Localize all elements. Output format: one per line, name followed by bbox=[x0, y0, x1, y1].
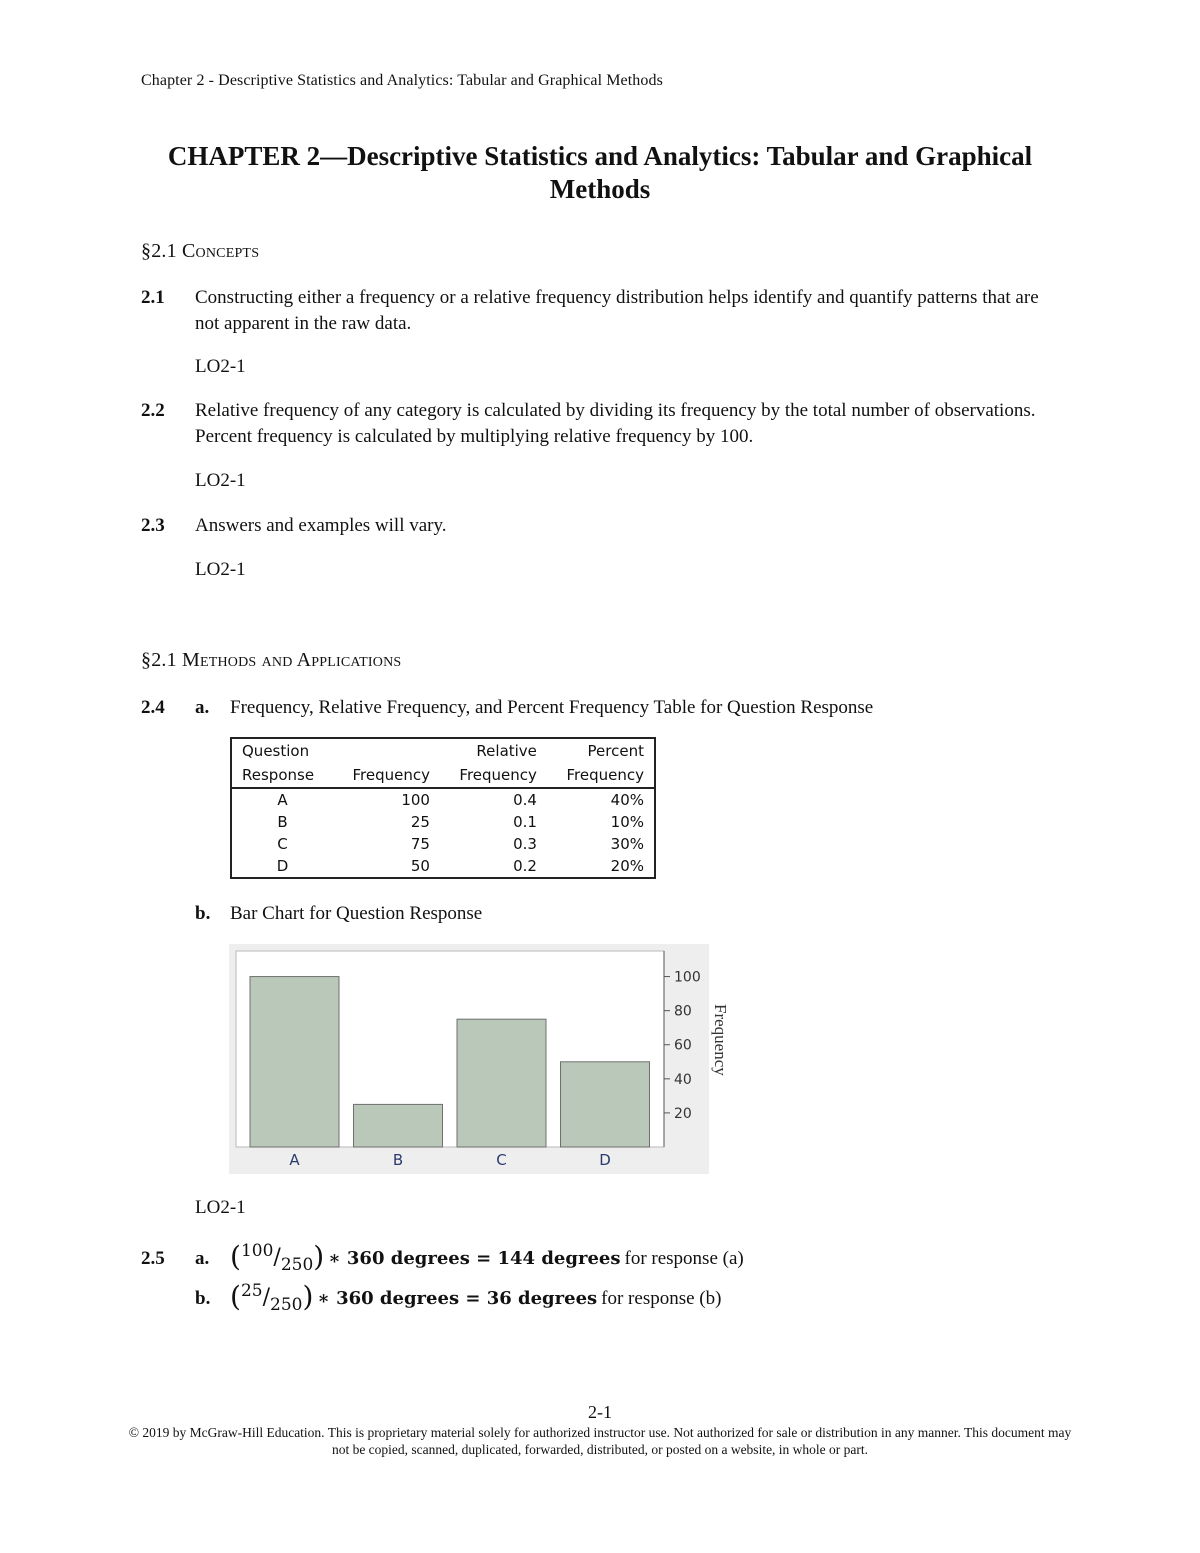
question-number-2-3: 2.3 bbox=[141, 515, 165, 536]
fraction-numerator: 100 bbox=[240, 1241, 274, 1261]
learning-objective-2-4: LO2-1 bbox=[195, 1197, 246, 1218]
frequency-table bbox=[230, 737, 656, 879]
bar-chart-container bbox=[229, 944, 730, 1174]
table-cell: 0.2 bbox=[513, 857, 537, 875]
table-cell: 0.4 bbox=[513, 791, 537, 809]
table-cell: 50 bbox=[410, 857, 430, 875]
learning-objective-2-2: LO2-1 bbox=[195, 470, 246, 491]
response-suffix: for response (a) bbox=[624, 1248, 744, 1269]
table-cell: 75 bbox=[410, 835, 430, 853]
open-paren: ( bbox=[230, 1280, 241, 1313]
column-header bbox=[333, 738, 440, 763]
table-cell: 40% bbox=[610, 791, 644, 809]
table-cell: 0.1 bbox=[513, 813, 537, 831]
fraction-numerator: 25 bbox=[240, 1281, 263, 1301]
column-header: Response bbox=[231, 763, 333, 788]
question-number-2-5: 2.5 bbox=[141, 1248, 165, 1269]
table-cell: C bbox=[277, 835, 288, 853]
answer-2-3: Answers and examples will vary. bbox=[195, 515, 447, 536]
close-paren: ) bbox=[302, 1280, 314, 1313]
table-cell: 0.3 bbox=[513, 835, 537, 853]
chapter-title: CHAPTER 2—Descriptive Statistics and Analytics: Tabular and Graphical Methods bbox=[167, 141, 1033, 204]
methods-heading: §2.1 Methods and Applications bbox=[141, 649, 402, 671]
running-header: Chapter 2 - Descriptive Statistics and Analytics: Tabular and Graphical Methods bbox=[141, 72, 663, 89]
table-row bbox=[231, 788, 655, 811]
close-paren: ) bbox=[313, 1240, 325, 1273]
answer-2-5-b bbox=[195, 1278, 722, 1315]
answer-2-2: Relative frequency of any category is calculated by dividing its frequency by the total number of observations. Percent frequency is calculated by multiplying relative frequency by 100. bbox=[195, 400, 1036, 447]
part-a-label: a. bbox=[195, 697, 210, 718]
fraction-slash: / bbox=[262, 1285, 270, 1310]
degree-expression: ∗ 360 degrees = 144 degrees bbox=[328, 1248, 621, 1269]
column-header: Percent bbox=[587, 742, 644, 760]
part-a-text: Frequency, Relative Frequency, and Percent Frequency Table for Question Response bbox=[230, 697, 874, 718]
table-header-row bbox=[231, 738, 655, 763]
concepts-heading: §2.1 Concepts bbox=[141, 240, 260, 262]
x-tick-label: C bbox=[496, 1151, 507, 1169]
table-cell: B bbox=[277, 813, 288, 831]
table-cell: 20% bbox=[610, 857, 644, 875]
column-header: Question bbox=[242, 742, 310, 760]
table-cell: 30% bbox=[610, 835, 644, 853]
y-tick-label: 60 bbox=[674, 1037, 692, 1054]
question-number-2-1: 2.1 bbox=[141, 287, 165, 308]
answer-2-5-a bbox=[195, 1238, 744, 1275]
fraction-slash: / bbox=[273, 1245, 281, 1270]
part-b-label: b. bbox=[195, 903, 211, 924]
column-header: Frequency bbox=[547, 763, 655, 788]
table-row bbox=[231, 833, 655, 855]
fraction-denominator: 250 bbox=[280, 1255, 314, 1275]
bar-A bbox=[250, 977, 339, 1147]
x-tick-label: D bbox=[599, 1151, 611, 1169]
copyright-notice: © 2019 by McGraw-Hill Education. This is proprietary material solely for authorized instructor use. Not authorized for sale or distribution in any manner. This document may not be copied, scanned, duplicated, forwarded, distributed, or posted on a website, in whole or part. bbox=[128, 1425, 1072, 1457]
table-header-row bbox=[231, 763, 655, 788]
table-cell: D bbox=[276, 857, 289, 875]
part-a-label: a. bbox=[195, 1248, 210, 1269]
degree-expression: ∗ 360 degrees = 36 degrees bbox=[317, 1288, 598, 1309]
part-b-label: b. bbox=[195, 1288, 211, 1309]
table-cell: A bbox=[277, 791, 288, 809]
bar-C bbox=[457, 1019, 546, 1147]
table-cell: 25 bbox=[410, 813, 430, 831]
table-cell: 10% bbox=[610, 813, 644, 831]
fraction-denominator: 250 bbox=[270, 1295, 303, 1315]
response-suffix: for response (b) bbox=[601, 1288, 722, 1309]
part-b-text: Bar Chart for Question Response bbox=[230, 903, 483, 924]
learning-objective-2-1: LO2-1 bbox=[195, 356, 246, 377]
table-cell: 100 bbox=[401, 791, 430, 809]
question-number-2-2: 2.2 bbox=[141, 400, 165, 421]
bar-B bbox=[354, 1104, 443, 1147]
x-tick-label: A bbox=[289, 1151, 300, 1169]
y-tick-label: 20 bbox=[674, 1105, 692, 1122]
table-row bbox=[231, 855, 655, 878]
y-tick-label: 100 bbox=[674, 969, 701, 986]
learning-objective-2-3: LO2-1 bbox=[195, 559, 246, 580]
question-number-2-4: 2.4 bbox=[141, 697, 165, 718]
column-header: Frequency bbox=[333, 763, 440, 788]
column-header: Relative bbox=[476, 742, 537, 760]
bar-D bbox=[561, 1062, 650, 1147]
open-paren: ( bbox=[230, 1240, 241, 1273]
y-tick-label: 40 bbox=[674, 1071, 692, 1088]
table-row bbox=[231, 811, 655, 833]
y-axis-label: Frequency bbox=[711, 1004, 730, 1076]
y-tick-label: 80 bbox=[674, 1003, 692, 1020]
bar-chart bbox=[229, 944, 730, 1174]
answer-2-1: Constructing either a frequency or a relative frequency distribution helps identify and quantify patterns that are not apparent in the raw data. bbox=[195, 287, 1039, 334]
column-header: Frequency bbox=[440, 763, 547, 788]
x-tick-label: B bbox=[392, 1151, 404, 1169]
page-number: 2-1 bbox=[588, 1402, 612, 1422]
